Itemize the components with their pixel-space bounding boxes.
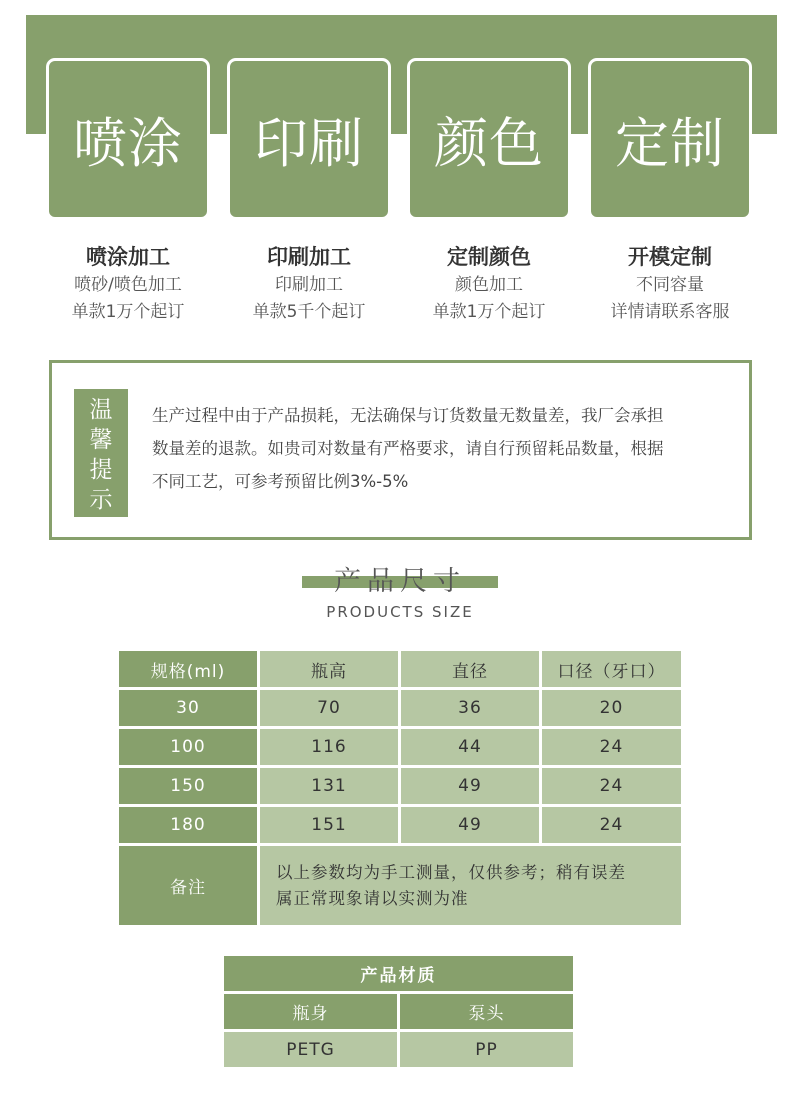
header-cell: 规格(ml) [119,651,257,687]
header-cell: 泵头 [400,994,573,1029]
size-table [116,648,684,928]
table-row [119,768,681,804]
notice-box [49,360,752,540]
table-cell: 24 [542,729,681,765]
section-heading [0,565,800,621]
notice-tag-char: 示 [89,487,113,513]
notice-line: 数量差的退款。如贵司对数量有严格要求，请自行预留耗品数量，根据 [152,439,664,458]
table-cell: 44 [401,729,539,765]
header-cell: 直径 [401,651,539,687]
table-row [119,690,681,726]
tile-color [407,58,571,220]
note-label: 备注 [119,846,257,925]
note-line: 以上参数均为手工测量，仅供参考；稍有误差 [276,862,626,882]
service-moq: 详情请联系客服 [610,302,730,322]
service-title: 喷涂加工 [86,245,170,269]
service-detail: 颜色加工 [455,275,523,295]
service-print [219,242,399,326]
material-value: PP [400,1032,573,1067]
material-header-row [224,994,573,1029]
material-table [221,953,576,1070]
service-title: 定制颜色 [447,245,531,269]
service-detail: 不同容量 [636,275,704,295]
table-cell: 49 [401,807,539,843]
note-line: 属正常现象请以实测为准 [276,888,469,908]
service-detail: 喷砂/喷色加工 [74,275,182,295]
table-cell: 20 [542,690,681,726]
notice-text [152,399,742,498]
table-cell: 36 [401,690,539,726]
service-spray [38,242,218,326]
service-title: 开模定制 [628,245,712,269]
tile-print [227,58,391,220]
table-cell: 131 [260,768,398,804]
table-cell: 24 [542,807,681,843]
table-cell: 116 [260,729,398,765]
material-value: PETG [224,1032,397,1067]
note-row [119,846,681,925]
section-subtitle: PRODUCTS SIZE [326,603,474,621]
tile-label: 定制 [615,111,725,175]
notice-tag [74,389,128,517]
table-row [119,807,681,843]
table-cell: 151 [260,807,398,843]
notice-line: 生产过程中由于产品损耗，无法确保与订货数量无数量差，我厂会承担 [152,406,664,425]
table-cell: 30 [119,690,257,726]
notice-tag-char: 提 [89,457,113,483]
service-detail: 印刷加工 [275,275,343,295]
tile-label: 印刷 [254,111,364,175]
service-moq: 单款1万个起订 [432,302,546,322]
tile-custom [588,58,752,220]
table-cell: 150 [119,768,257,804]
table-row [119,729,681,765]
service-custom [580,242,760,326]
service-moq: 单款1万个起订 [71,302,185,322]
header-cell: 口径（牙口） [542,651,681,687]
table-cell: 100 [119,729,257,765]
table-cell: 70 [260,690,398,726]
material-title: 产品材质 [224,956,573,991]
table-cell: 24 [542,768,681,804]
tile-label: 颜色 [434,111,544,175]
table-header-row [119,651,681,687]
table-cell: 49 [401,768,539,804]
material-value-row [224,1032,573,1067]
notice-tag-char: 馨 [89,427,113,453]
service-moq: 单款5千个起订 [252,302,366,322]
table-cell: 180 [119,807,257,843]
header-cell: 瓶身 [224,994,397,1029]
note-text [260,846,681,925]
tile-label: 喷涂 [73,111,183,175]
notice-line: 不同工艺，可参考预留比例3%-5% [152,472,409,491]
tile-spray [46,58,210,220]
header-cell: 瓶高 [260,651,398,687]
section-title: 产品尺寸 [334,566,466,597]
notice-tag-char: 温 [89,397,113,423]
service-color [399,242,579,326]
material-title-row [224,956,573,991]
service-title: 印刷加工 [267,245,351,269]
